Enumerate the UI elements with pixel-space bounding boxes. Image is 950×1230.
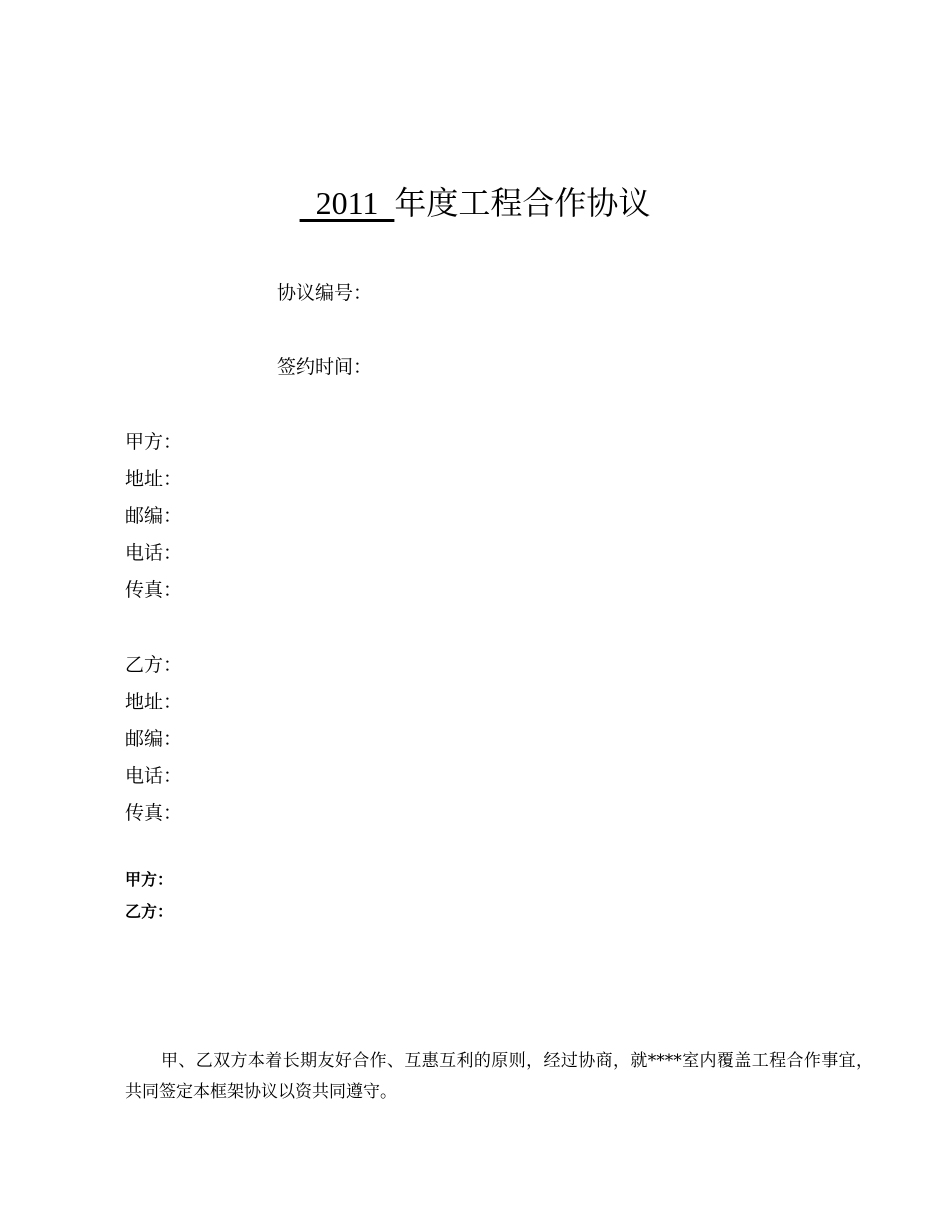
signature-party-a-label: 甲方： xyxy=(125,870,174,889)
party-b-zip-label: 邮编： xyxy=(125,728,183,750)
party-a-fax-label: 传真： xyxy=(125,579,183,601)
title-text: 年度工程合作协议 xyxy=(394,184,651,222)
document-title xyxy=(0,178,950,224)
party-a-address-label: 地址： xyxy=(125,468,183,490)
intro-paragraph: 甲、乙双方本着长期友好合作、互惠互利的原则，经过协商，就****室内覆盖工程合作事宜，共同签定本框架协议以资共同遵守。 xyxy=(125,1051,873,1102)
party-a-name-label: 甲方： xyxy=(125,431,183,453)
signature-party-b-label: 乙方： xyxy=(125,902,174,921)
sign-time-label: 签约时间： xyxy=(277,356,373,378)
title-year: 2011 xyxy=(299,185,395,221)
agreement-number-label: 协议编号： xyxy=(277,282,373,304)
party-b-fax-label: 传真： xyxy=(125,802,183,824)
party-b-phone-label: 电话： xyxy=(125,765,183,787)
party-a-phone-label: 电话： xyxy=(125,542,183,564)
party-b-name-label: 乙方： xyxy=(125,654,183,676)
party-b-address-label: 地址： xyxy=(125,691,183,713)
party-a-zip-label: 邮编： xyxy=(125,505,183,527)
